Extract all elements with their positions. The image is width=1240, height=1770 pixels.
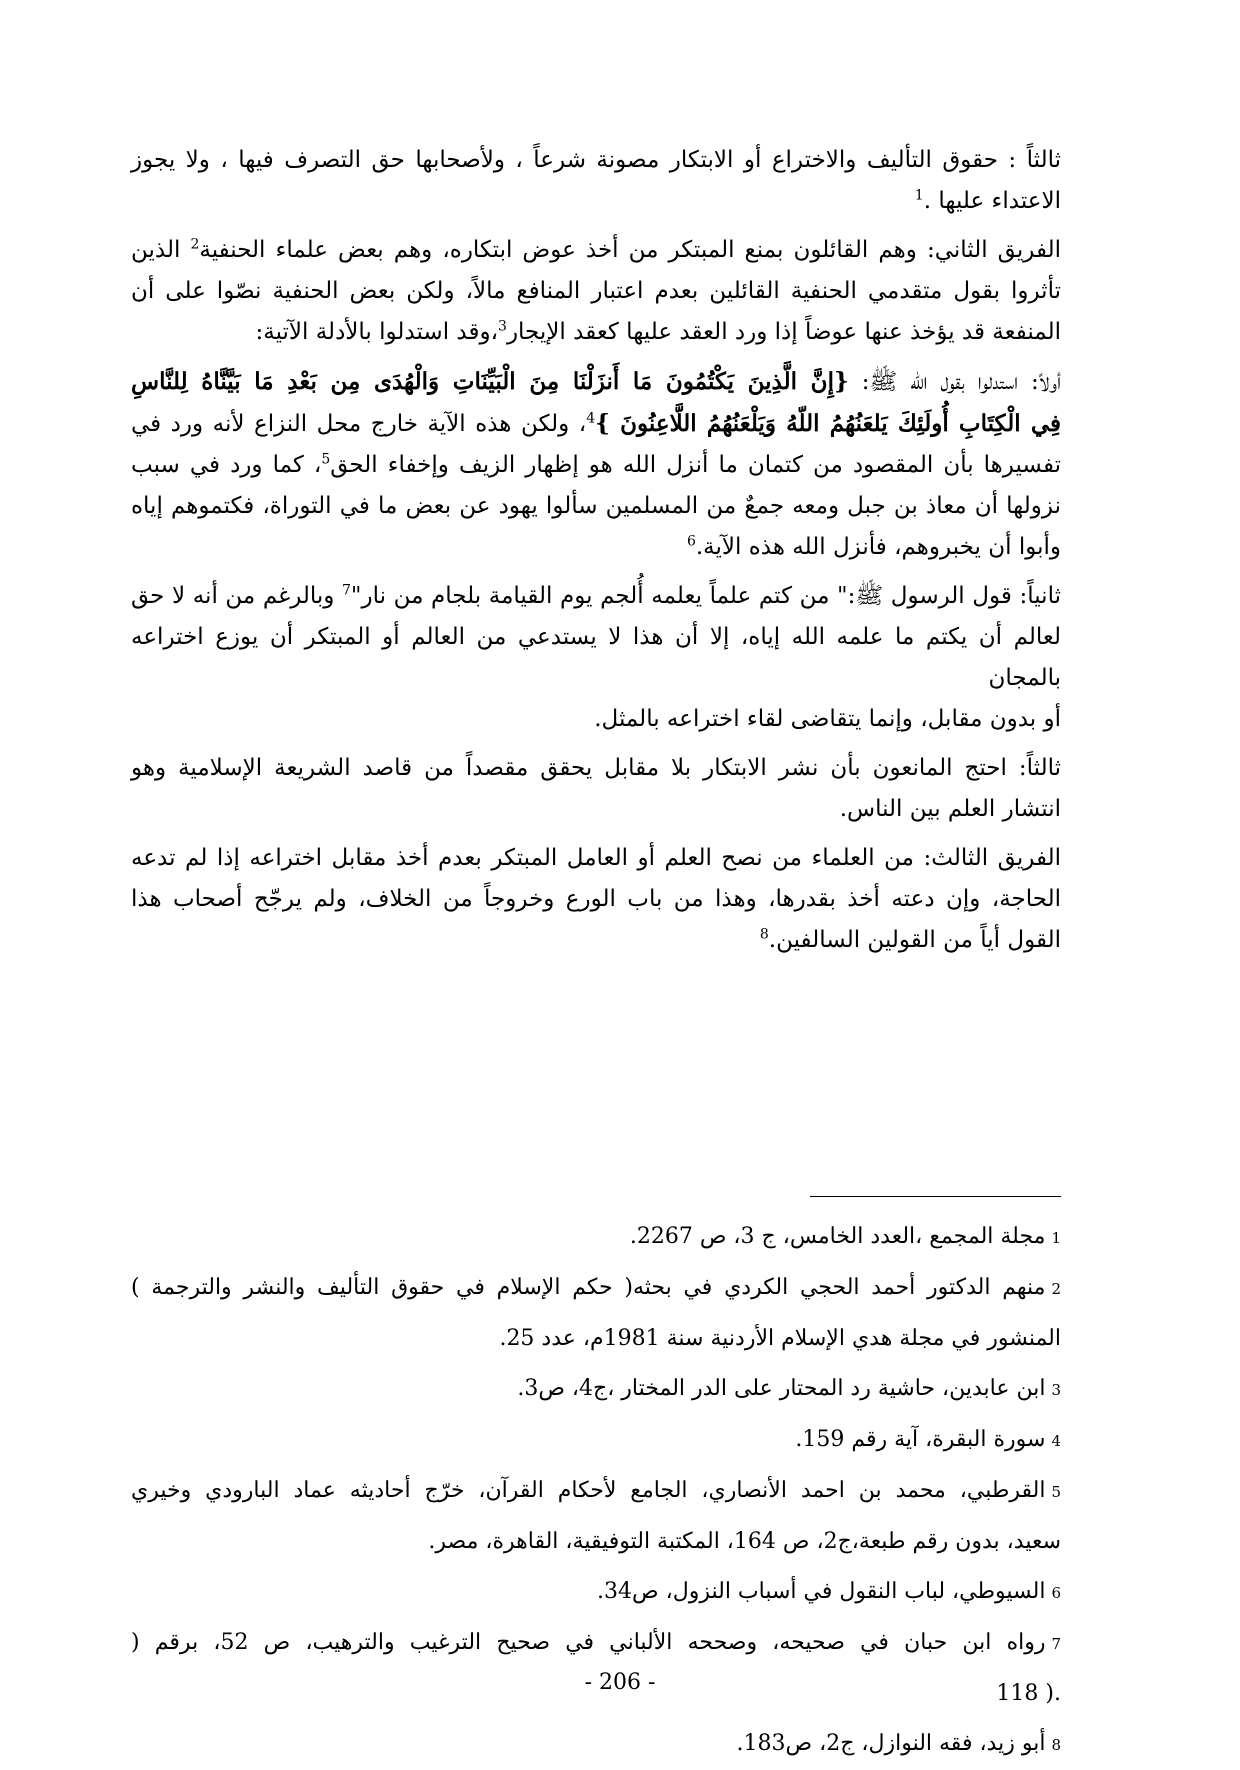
footnote-1: 1مجلة المجمع ،العدد الخامس، ج 3، ص 2267.	[629, 1224, 1061, 1249]
footnote-number: 6	[1051, 1584, 1061, 1602]
main-text	[131, 140, 1061, 969]
footnote-ref-6[interactable]: 6	[686, 533, 696, 550]
paragraph-second-group	[131, 230, 1061, 353]
text-line: ثانياً: قول الرسول ﷺ:" من كتم علماً يعلمه أُلجم يوم القيامة بلجام من نار"$^7$ وبالرغم من أنه لا حق	[131, 582, 1061, 609]
footnote-number: 1	[1051, 1229, 1061, 1247]
text-line: فِي الْكِتَابِ أُولَئِكَ يَلعَنُهُمُ اللّهُ وَيَلْعَنُهُمُ اللَّاعِنُونَ }$^4$، ولكن هذه الآية خارج محل النزاع لأنه ورد في	[131, 410, 1062, 437]
footnote-5: 5القرطبي، محمد بن احمد الأنصاري، الجامع لأحكام القرآن، خرّج أحاديثه عماد البارودي وخيري سعيد، بدون رقم طبعة،ج2، ص 164، المكتبة التوفيقية، القاهرة، مصر.	[131, 1478, 1061, 1554]
text-line: القول أياً من القولين السالفين.$^8$	[759, 926, 1061, 953]
text-line: أولاً: استدلوا بقول الله ﷺ: {إِنَّ الَّذِينَ يَكْتُمُونَ مَا أَنزَلْنَا مِنَ الْبَيِّنَاتِ وَالْهُدَى مِن بَعْدِ مَا بَيَّنَّاهُ لِلنَّاسِ	[131, 368, 1061, 395]
text-line: أو بدون مقابل، وإنما يتقاضى لقاء اختراعه بالمثل.	[594, 706, 1061, 732]
quran-verse: فِي الْكِتَابِ أُولَئِكَ يَلعَنُهُمُ اللّهُ وَيَلْعَنُهُمُ اللَّاعِنُونَ }	[595, 410, 1062, 437]
page-number: - 206 -	[584, 1670, 656, 1695]
text-line: ثالثاً: احتج المانعون بأن نشر الابتكار بلا مقابل يحقق مقصداً من قاصد الشريعة الإسلامية وهو	[131, 755, 1061, 781]
paragraph-third-point	[131, 140, 1061, 222]
footnote-number: 2	[1051, 1280, 1061, 1298]
footnote-number: 5	[1051, 1483, 1061, 1501]
paragraph-third-evidence	[131, 748, 1061, 830]
footnote-separator	[810, 1196, 1061, 1197]
footnote-ref-7[interactable]: 7	[342, 582, 351, 599]
paragraph-third-group	[131, 838, 1061, 961]
text-line: الفريق الثالث: من العلماء من نصح العلم أو العامل المبتكر بعدم أخذ مقابل اختراعه إذا لم تدعه	[131, 845, 1061, 871]
footnote-ref-3[interactable]: 3	[498, 318, 507, 335]
paragraph-first-evidence	[131, 361, 1061, 568]
text-line: الحاجة، وإن دعته أخذ بقدرها، وهذا من باب الورع وخروجاً من الخلاف، ولم يرجّح أصحاب هذا	[131, 886, 1061, 912]
footnote-number: 7	[1051, 1635, 1062, 1653]
footnote-2: 2منهم الدكتور أحمد الحجي الكردي في بحثه( حكم الإسلام في حقوق التأليف والنشر والترجمة ) المنشور في مجلة هدي الإسلام الأردنية سنة 1981م، عدد 25.	[131, 1275, 1061, 1351]
footnote-ref-4[interactable]: 4	[586, 410, 596, 427]
text-line: تأثروا بقول متقدمي الحنفية القائلين بعدم اعتبار المنافع مالاً، ولكن بعض الحنفية نصّوا على أن	[131, 278, 1061, 304]
footnote-8: 8أبو زيد، فقه النوازل، ج2، ص183.	[736, 1731, 1061, 1756]
footnote-3: 3ابن عابدين، حاشية رد المحتار على الدر المختار ،ج4، ص3.	[517, 1376, 1061, 1401]
footnote-number: 4	[1051, 1432, 1061, 1450]
footnote-4: 4سورة البقرة، آية رقم 159.	[795, 1427, 1061, 1452]
quran-verse: {إِنَّ الَّذِينَ يَكْتُمُونَ مَا أَنزَلْنَا مِنَ الْبَيِّنَاتِ وَالْهُدَى مِن بَعْدِ مَا بَيَّنَّاهُ لِلنَّاسِ	[131, 368, 849, 395]
footnote-6: 6السيوطي، لباب النقول في أسباب النزول، ص34.	[597, 1579, 1061, 1604]
footnote-ref-5[interactable]: 5	[321, 451, 331, 468]
text-line: انتشار العلم بين الناس.	[839, 796, 1061, 822]
text-line: ثالثاً : حقوق التأليف والاختراع أو الابتكار مصونة شرعاً ، ولأصحابها حق التصرف فيها ، ولا يجوز	[131, 147, 1061, 173]
text-line: تفسيرها بأن المقصود من كتمان ما أنزل الله هو إظهار الزيف وإخفاء الحق$^5$، كما ورد في سبب	[131, 451, 1061, 478]
footnote-ref-8[interactable]: 8	[759, 926, 769, 943]
text-line: الفريق الثاني: وهم القائلون بمنع المبتكر من أخذ عوض ابتكاره، وهم بعض علماء الحنفية$^2$ الذين	[131, 236, 1061, 263]
text-line: الاعتداء عليها .$^1$	[914, 187, 1061, 214]
text-line: نزولها أن معاذ بن جبل ومعه جمعٌ من المسلمين سألوا يهود عن بعض ما في التوراة، فكتموهم إياه	[131, 493, 1061, 519]
paragraph-second-evidence	[131, 576, 1061, 740]
text-line: لعالم أن يكتم ما علمه الله إياه، إلا أن هذا لا يستدعي من العالم أو المبتكر أن يوزع اختراعه بالمجان	[131, 624, 1061, 691]
footnote-number: 3	[1051, 1381, 1061, 1399]
footnote-7: 7رواه ابن حبان في صحيحه، وصححه الألباني في صحيح الترغيب والترهيب، ص 52، برقم ( .( 118	[131, 1630, 1062, 1706]
footnote-ref-1[interactable]: 1	[914, 187, 924, 204]
text-line: المنفعة قد يؤخذ عنها عوضاً إذا ورد العقد عليها كعقد الإيجار$^3$،وقد استدلوا بالأدلة الآتية:	[255, 318, 1061, 345]
footnote-number: 8	[1051, 1736, 1061, 1754]
text-line: وأبوا أن يخبروهم، فأنزل الله هذه الآية.$^6$	[686, 533, 1061, 560]
footnote-ref-2[interactable]: 2	[190, 236, 200, 253]
